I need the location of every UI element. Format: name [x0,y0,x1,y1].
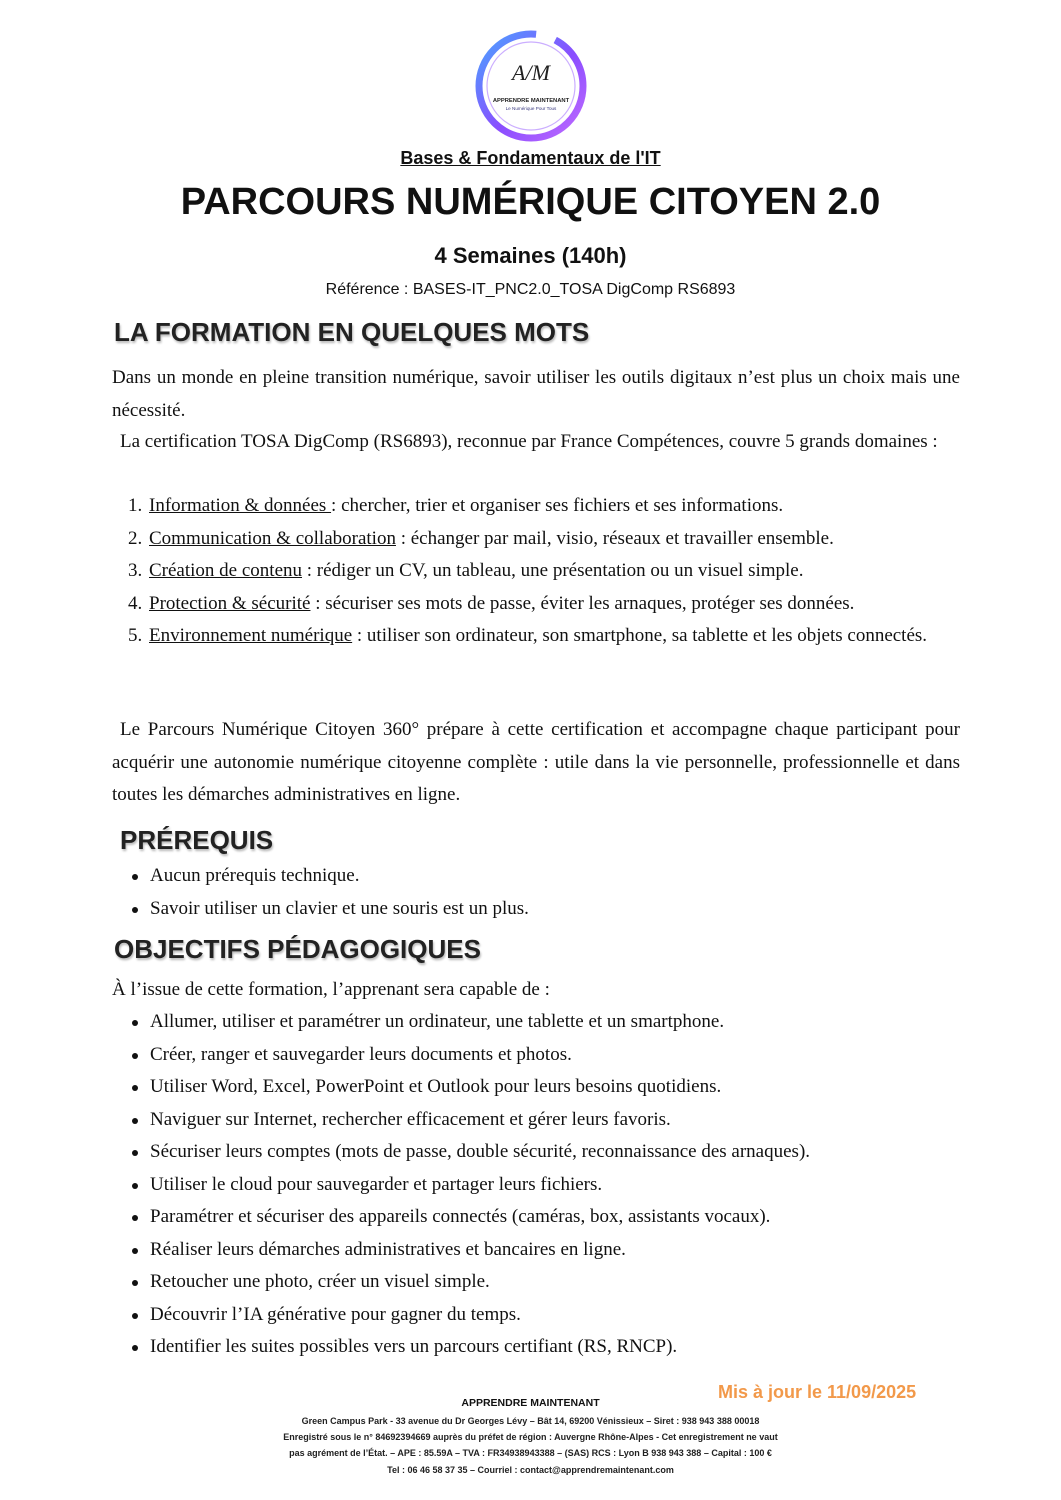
objectifs-intro: À l’issue de cette formation, l’apprenant sera capable de : [112,979,550,1000]
domain-item: 4. Protection & sécurité : sécuriser ses mots de passe, éviter les arnaques, protéger ses données. [128,592,855,614]
section-heading-prerequis: PRÉREQUIS [120,825,274,855]
prerequis-list [112,860,960,925]
objectifs-list [112,1006,960,1364]
formation-certification: La certification TOSA DigComp (RS6893), reconnue par France Compétences, couvre 5 grands domaines : [120,431,938,452]
reference: Référence : BASES-IT_PNC2.0_TOSA DigComp RS6893 [325,281,736,298]
company-logo [473,28,589,144]
list-item: Naviguer sur Internet, rechercher efficacement et gérer leurs favoris. [112,1104,960,1137]
list-item: Découvrir l’IA générative pour gagner du temps. [112,1299,960,1332]
duration: 4 Semaines (140h) [434,243,627,268]
domain-item: 5. Environnement numérique : utiliser son ordinateur, son smartphone, sa tablette et les objets connectés. [128,625,928,646]
footer-contact: Tel : 06 46 58 37 35 – Courriel : contact@apprendremaintenant.com [387,1465,674,1475]
list-item: Allumer, utiliser et paramétrer un ordinateur, une tablette et un smartphone. [112,1006,960,1039]
domain-list [112,490,960,653]
section-heading-objectifs: OBJECTIFS PÉDAGOGIQUES [114,934,481,964]
formation-intro: Dans un monde en pleine transition numérique, savoir utiliser les outils digitaux n’est plus un choix mais une nécessité. [112,367,960,421]
svg-text:APPRENDRE MAINTENANT: APPRENDRE MAINTENANT [492,98,570,104]
domain-item: 2. Communication & collaboration : échanger par mail, visio, réseaux et travailler ensemble. [128,527,834,549]
list-item: Retoucher une photo, créer un visuel simple. [112,1266,960,1299]
list-item: Aucun prérequis technique. [112,860,960,893]
list-item: Réaliser leurs démarches administratives et bancaires en ligne. [112,1234,960,1267]
list-item: Créer, ranger et sauvegarder leurs documents et photos. [112,1039,960,1072]
domain-item: 1. Information & données : chercher, trier et organiser ses fichiers et ses informations. [128,495,784,516]
list-item: Paramétrer et sécuriser des appareils connectés (caméras, box, assistants vocaux). [112,1201,960,1234]
document-subtitle: Bases & Fondamentaux de l'IT [400,148,661,168]
update-date: Mis à jour le 11/09/2025 [718,1382,917,1402]
list-item: Sécuriser leurs comptes (mots de passe, double sécurité, reconnaissance des arnaques). [112,1136,960,1169]
footer-registration-line-2: pas agrément de l’État. – APE : 85.59A – TVA : FR34938943388 – (SAS) RCS : Lyon B 938 943 388 – Capital : 100 € [289,1448,772,1458]
list-item: Utiliser le cloud pour sauvegarder et partager leurs fichiers. [112,1169,960,1202]
list-item: Utiliser Word, Excel, PowerPoint et Outlook pour leurs besoins quotidiens. [112,1071,960,1104]
list-item: Identifier les suites possibles vers un parcours certifiant (RS, RNCP). [112,1331,960,1364]
footer-registration-line-1: Enregistré sous le n° 84692394669 auprès du préfet de région : Auvergne Rhône-Alpes - Cet enregistrement ne vaut [283,1432,778,1442]
svg-text:A/M: A/M [512,60,550,85]
section-heading-formation: LA FORMATION EN QUELQUES MOTS [114,317,590,347]
document-title: PARCOURS NUMÉRIQUE CITOYEN 2.0 [180,181,881,223]
domain-item: 3. Création de contenu : rédiger un CV, un tableau, une présentation ou un visuel simple. [128,560,804,581]
footer-address: Green Campus Park - 33 avenue du Dr Georges Lévy – Bât 14, 69200 Vénissieux – Siret : 938 943 388 00018 [301,1416,760,1426]
logo-ring-icon [473,28,589,144]
list-item: Savoir utiliser un clavier et une souris est un plus. [112,893,960,926]
svg-text:Le Numérique Pour Tous: Le Numérique Pour Tous [505,106,557,111]
footer-company-name: APPRENDRE MAINTENANT [461,1397,600,1409]
formation-closing: Le Parcours Numérique Citoyen 360° prépare à cette certification et accompagne chaque participant pour acquérir une autonomie numérique citoyenne complète : utile dans la vie personnelle, professionnelle et dans toutes les démarches administratives en ligne. [112,719,960,805]
